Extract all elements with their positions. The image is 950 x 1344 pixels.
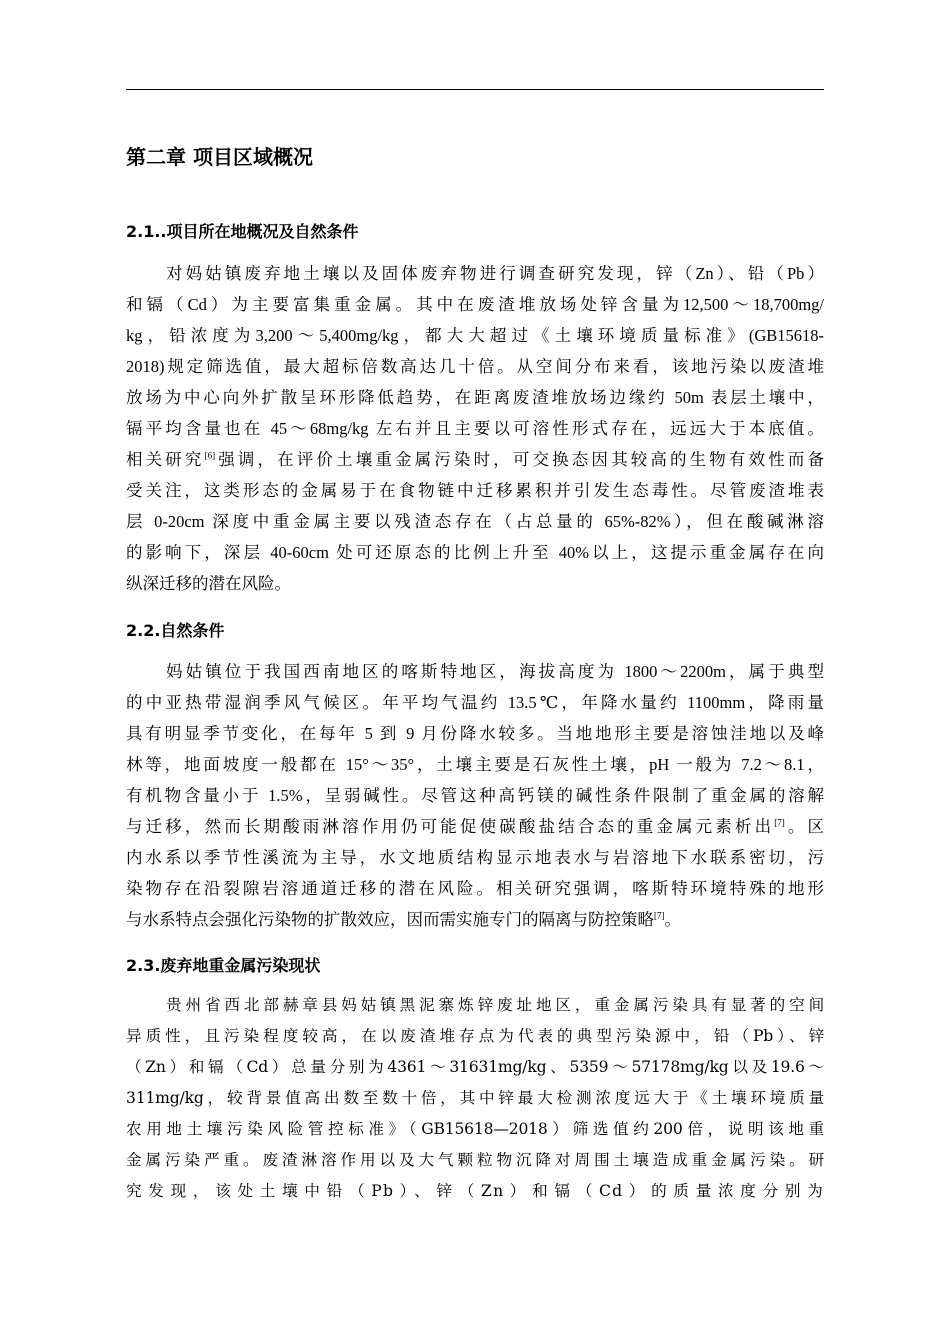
text-line: kg，铅浓度为3,200～5,400mg/kg，都大大超过《土壤环境质量标准》(GB15618-: [126, 326, 824, 345]
text-line: 镉平均含量也在 45～68mg/kg 左右并且主要以可溶性形式存在，远远大于本底值。: [126, 419, 824, 438]
text-line: 具有明显季节变化，在每年 5 到 9 月份降水较多。当地地形主要是溶蚀洼地以及峰: [126, 724, 824, 743]
text-line: 妈姑镇位于我国西南地区的喀斯特地区，海拔高度为 1800～2200m，属于典型: [166, 662, 824, 681]
text-line: 层 0-20cm 深度中重金属主要以残渣态存在（占总量的 65%-82%），但在酸碱淋溶: [126, 512, 824, 531]
citation-ref: [7]: [774, 817, 785, 828]
text-line: 和镉（Cd）为主要富集重金属。其中在废渣堆放场处锌含量为12,500～18,700mg/: [126, 295, 824, 314]
section-heading-2-2: 2.2.自然条件: [126, 621, 225, 640]
text-line: 与迁移，然而长期酸雨淋溶作用仍可能促使碳酸盐结合态的重金属元素析出[7]。区: [126, 817, 824, 836]
header-rule: [126, 89, 824, 90]
chapter-title: 第二章 项目区域概况: [126, 145, 313, 169]
text-line: 林等，地面坡度一般都在 15°～35°，土壤主要是石灰性土壤，pH 一般为 7.2～8.1，: [126, 755, 824, 774]
citation-ref: [7]: [654, 910, 665, 921]
text-line: 纵深迁移的潜在风险。: [126, 574, 291, 593]
paragraph-2-2: [126, 656, 824, 935]
text-line: 染物存在沿裂隙岩溶通道迁移的潜在风险。相关研究强调，喀斯特环境特殊的地形: [126, 879, 824, 898]
text-line: 农用地土壤污染风险管控标准》（GB15618—2018）筛选值约200倍，说明该地重: [126, 1120, 824, 1138]
text-line: 金属污染严重。废渣淋溶作用以及大气颗粒物沉降对周围土壤造成重金属污染。研: [126, 1151, 824, 1169]
section-heading-2-3: 2.3.废弃地重金属污染现状: [126, 956, 321, 975]
text-line: 311mg/kg，较背景值高出数至数十倍，其中锌最大检测浓度远大于《土壤环境质量: [126, 1089, 824, 1107]
paragraph-2-3: [126, 990, 824, 1207]
text-line: 对妈姑镇废弃地土壤以及固体废弃物进行调查研究发现，锌（Zn）、铅（Pb）: [166, 264, 824, 283]
text-line: 2018)规定筛选值，最大超标倍数高达几十倍。从空间分布来看，该地污染以废渣堆: [126, 357, 824, 376]
text-line: 的中亚热带湿润季风气候区。年平均气温约 13.5℃，年降水量约 1100mm，降雨量: [126, 693, 824, 712]
paragraph-2-1: [126, 258, 824, 599]
text-line: 相关研究[6]强调，在评价土壤重金属污染时，可交换态因其较高的生物有效性而备: [126, 450, 824, 469]
text-line: 内水系以季节性溪流为主导，水文地质结构显示地表水与岩溶地下水联系密切，污: [126, 848, 824, 867]
text-line: 的影响下，深层 40-60cm 处可还原态的比例上升至 40%以上，这提示重金属存在向: [126, 543, 824, 562]
text-line: 异质性，且污染程度较高，在以废渣堆存点为代表的典型污染源中，铅（Pb）、锌: [126, 1027, 824, 1045]
text-line: 有机物含量小于 1.5%，呈弱碱性。尽管这种高钙镁的碱性条件限制了重金属的溶解: [126, 786, 824, 805]
text-line: 究发现，该处土壤中铅（Pb）、锌（Zn）和镉（Cd）的质量浓度分别为: [126, 1182, 824, 1200]
text-line: （Zn）和镉（Cd）总量分别为4361～31631mg/kg、5359～57178mg/kg以及19.6～: [126, 1058, 824, 1076]
citation-ref: [6]: [204, 450, 216, 461]
text-line: 放场为中心向外扩散呈环形降低趋势，在距离废渣堆放场边缘约 50m 表层土壤中，: [126, 388, 824, 407]
text-line: 受关注，这类形态的金属易于在食物链中迁移累积并引发生态毒性。尽管废渣堆表: [126, 481, 824, 500]
text-line: 与水系特点会强化污染物的扩散效应，因而需实施专门的隔离与防控策略[7]。: [126, 910, 681, 929]
text-line: 贵州省西北部赫章县妈姑镇黑泥寨炼锌废址地区，重金属污染具有显著的空间: [166, 996, 824, 1014]
section-heading-2-1: 2.1..项目所在地概况及自然条件: [126, 222, 359, 241]
